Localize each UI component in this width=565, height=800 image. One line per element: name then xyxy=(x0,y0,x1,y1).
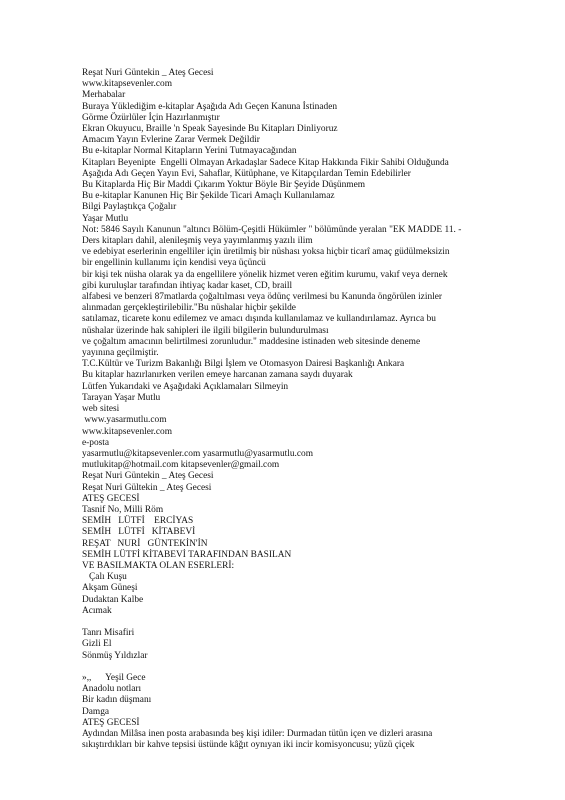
text-line: Tasnif No, Milli Röm xyxy=(82,504,164,515)
text-line: nüshalar üzerinde hak sahipleri ile ilgili bilgilerin bulundurulması xyxy=(82,325,329,336)
text-line: Ekran Okuyucu, Braille 'n Speak Sayesinde Bu Kitapları Dinliyoruz xyxy=(82,124,338,135)
text-line: Çalı Kuşu xyxy=(82,572,127,583)
text-line: SEMİH LÜTFİ KİTABEVİ xyxy=(82,527,196,538)
text-line: Buraya Yüklediğim e-kitaplar Aşağıda Adı Geçen Kanuna İstinaden xyxy=(82,101,338,112)
text-line: www.kitapsevenler.com xyxy=(82,426,172,437)
text-line: REŞAT NURİ GÜNTEKİN'İN xyxy=(82,538,208,549)
text-line: Bu e-kitaplar Normal Kitapların Yerini Tutmayacağından xyxy=(82,146,297,157)
text-line: SEMİH LÜTFİ KİTABEVİ TARAFINDAN BASILAN xyxy=(82,549,292,560)
text-line: bir engellinin kullanımı için kendisi veya üçüncü xyxy=(82,258,266,269)
text-line: satılamaz, ticarete konu edilemez ve amacı dışında kullanılamaz ve kullandırılamaz. Ayrıca bu xyxy=(82,314,436,325)
text-line: Anadolu notları xyxy=(82,684,142,695)
text-line: Merhabalar xyxy=(82,90,126,101)
text-line: Lütfen Yukarıdaki ve Aşağıdaki Açıklamaları Silmeyin xyxy=(82,381,289,392)
text-line: alınmadan gerçekleştirilebilir."Bu nüshalar hiçbir şekilde xyxy=(82,303,296,314)
text-line: SEMİH LÜTFİ ERCİYAS xyxy=(82,516,194,527)
text-line: e-posta xyxy=(82,437,110,448)
text-line: ve çoğaltım amacının belirtilmesi zorunludur." maddesine istinaden web sitesinde deneme xyxy=(82,336,421,347)
text-line: Görme Özürlüler İçin Hazırlanmıştır xyxy=(82,112,220,123)
text-line: T.C.Kültür ve Turizm Bakanlığı Bilgi İşlem ve Otomasyon Dairesi Başkanlığı Ankara xyxy=(82,359,405,370)
text-line: Bir kadın düşmanı xyxy=(82,695,152,706)
text-line: Bu Kitaplarda Hiç Bir Maddi Çıkarım Yoktur Böyle Bir Şeyide Düşünmem xyxy=(82,180,366,191)
text-line: yasarmutlu@kitapsevenler.com yasarmutlu@yasarmutlu.com xyxy=(82,448,314,459)
text-line: Ders kitapları dahil, alenileşmiş veya yayımlanmış yazılı ilim xyxy=(82,236,313,247)
text-line: Aydından Milâsa inen posta arabasında beş kişi idiler: Durmadan tütün içen ve dizleri arasına xyxy=(82,728,433,739)
text-line: Gizli El xyxy=(82,639,112,650)
text-line: Bilgi Paylaştıkça Çoğalır xyxy=(82,202,177,213)
text-line: mutlukitap@hotmail.com kitapsevenler@gmail.com xyxy=(82,460,280,471)
text-line: Reşat Nuri Gültekin _ Ateş Gecesi xyxy=(82,482,212,493)
text-line: Bu kitaplar hazırlanırken verilen emeye harcanan zamana saydı duyarak xyxy=(82,370,353,381)
text-line: Yaşar Mutlu xyxy=(82,213,129,224)
text-line: Amacım Yayın Evlerine Zarar Vermek Değildir xyxy=(82,135,260,146)
text-line: Akşam Güneşi xyxy=(82,583,138,594)
text-line: Dudaktan Kalbe xyxy=(82,594,144,605)
text-line: ATEŞ GECESİ xyxy=(82,493,140,504)
text-line: alfabesi ve benzeri 87matlarda çoğaltılması veya ödünç verilmesi bu Kanunda öngörülen izinler xyxy=(82,292,443,303)
blank-line xyxy=(82,617,543,628)
text-line: Damga xyxy=(82,706,110,717)
text-line: Sönmüş Yıldızlar xyxy=(82,650,148,661)
text-line: sıkıştırdıkları bir kahve tepsisi üstünde kâğıt oynıyan iki incir komisyoncusu; yüzü çiçek xyxy=(82,740,415,751)
text-line: www.yasarmutlu.com xyxy=(82,415,167,426)
text-line: Tanrı Misafiri xyxy=(82,628,135,639)
text-line: Bu e-kitaplar Kanunen Hiç Bir Şekilde Ticari Amaçlı Kullanılamaz xyxy=(82,191,335,202)
text-line: Tarayan Yaşar Mutlu xyxy=(82,392,161,403)
text-line: Not: 5846 Sayılı Kanunun "altıncı Bölüm-Çeşitli Hükümler " bölümünde yeralan "EK MADDE 11. - xyxy=(82,224,462,235)
blank-line xyxy=(82,662,543,673)
text-line: www.kitapsevenler.com xyxy=(82,79,172,90)
text-line: web sitesi xyxy=(82,404,120,415)
text-line: VE BASILMAKTA OLAN ESERLERİ: xyxy=(82,560,235,571)
text-line: Kitapları Beyenipte Engelli Olmayan Arkadaşlar Sadece Kitap Hakkında Fikir Sahibi Olduğunda xyxy=(82,157,449,168)
text-line: bir kişi tek nüsha olarak ya da engellilere yönelik hizmet veren eğitim kurumu, vakıf veya dernek xyxy=(82,269,448,280)
text-line: »,, Yeşil Gece xyxy=(82,672,146,683)
text-line: Reşat Nuri Güntekin _ Ateş Gecesi xyxy=(82,68,214,78)
text-line: Aşağıda Adı Geçen Yayın Evi, Sahaflar, Kütüphane, ve Kitapçılardan Temin Edebilirler xyxy=(82,168,411,179)
text-line: gibi kuruluşlar tarafından ihtiyaç kadar kaset, CD, braill xyxy=(82,280,293,291)
text-line: Reşat Nuri Güntekin _ Ateş Gecesi xyxy=(82,471,214,482)
text-line: yayınına geçilmiştir. xyxy=(82,348,159,359)
text-line: ATEŞ GECESİ xyxy=(82,717,140,728)
text-line: ve edebiyat eserlerinin engelliler için üretilmiş bir nüshası yoksa hiçbir ticarî amaç güdülmeksizin xyxy=(82,247,450,258)
text-line: Acımak xyxy=(82,605,112,616)
